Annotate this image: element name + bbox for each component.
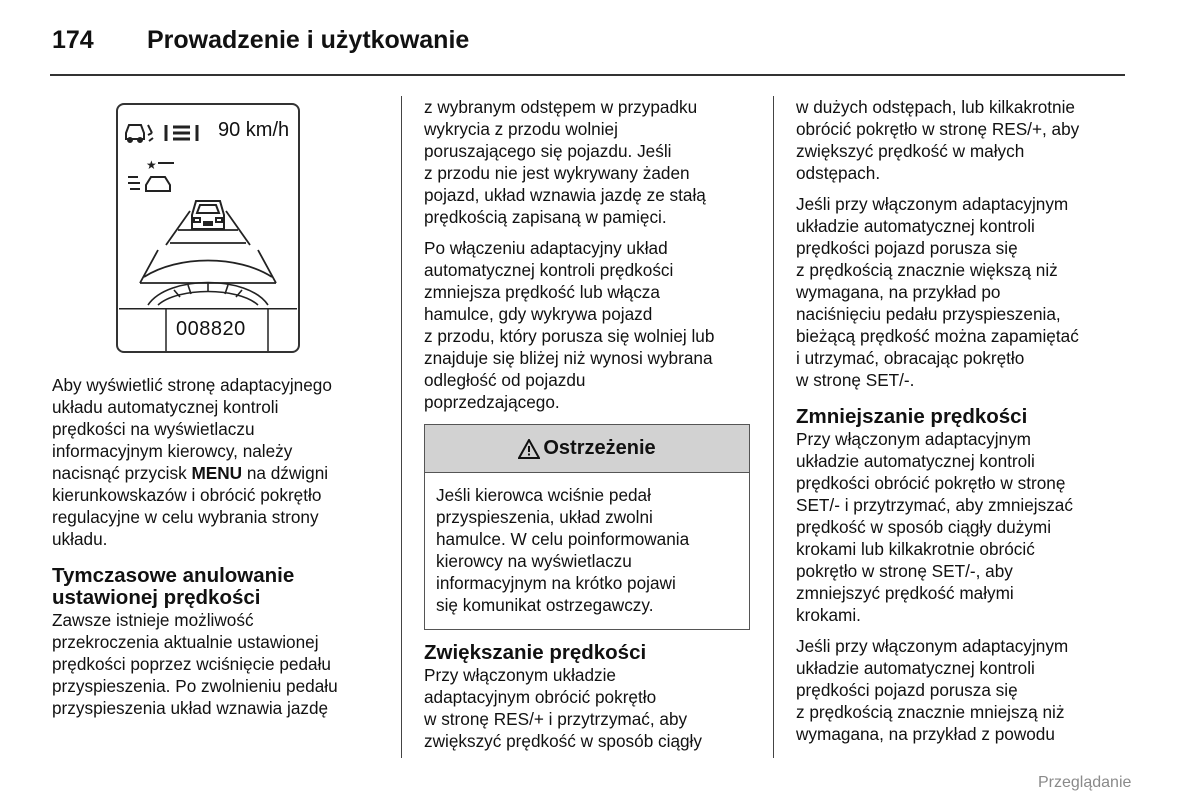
column-3 (796, 96, 1131, 745)
paragraph: Zawsze istnieje możliwość przekroczenia aktualnie ustawionej prędkości poprzez wciśnięcie pedału przyspieszenia. Po zwolnieniu pedału przyspieszenia układ wznawia jazdę (52, 610, 338, 718)
page-title: Prowadzenie i użytkowanie (147, 26, 470, 54)
section-heading: Zwiększanie prędkości (424, 641, 647, 664)
driver-info-display-figure (116, 103, 300, 353)
svg-text:★: ★ (146, 158, 157, 172)
column-divider (773, 96, 774, 758)
paragraph: z wybranym odstępem w przypadku wykrycia z przodu wolniej poruszającego się pojazdu. Jeśli z przodu nie jest wykrywany żaden pojazd, układ wznawia jazdę ze stałą prędkością zapisaną w pamięci. (424, 97, 706, 227)
column-2-lower (424, 642, 759, 752)
paragraph: Jeśli przy włączonym adaptacyjnym układzie automatycznej kontroli prędkości pojazd porusza się z prędkością znacznie mniejszą niż wymagana, na przykład z powodu (796, 636, 1069, 744)
paragraph: Aby wyświetlić stronę adaptacyjnego układu automatycznej kontroli prędkości na wyświetlaczu informacyjnym kierowcy, należy nacisnąć przycisk MENU na dźwigni kierunkowskazów i obrócić pokrętło regulacyjne w celu wybrania strony układu. (52, 375, 332, 549)
warning-header (425, 425, 749, 473)
section-heading: Zmniejszanie prędkości (796, 405, 1028, 428)
page-number: 174 (52, 26, 94, 54)
vehicle-detected-icon (128, 158, 174, 191)
paragraph: Przy włączonym układzie adaptacyjnym obrócić pokrętło w stronę RES/+ i przytrzymać, aby zwiększyć prędkość w sposób ciągły (424, 665, 702, 751)
odometer-separator (119, 308, 297, 310)
footer-label: Przeglądanie (1038, 774, 1132, 791)
warning-box (424, 424, 750, 630)
section-heading: Tymczasowe anulowanie ustawionej prędkości (52, 564, 295, 609)
set-speed-readout: 90 km/h (218, 119, 290, 141)
column-1 (52, 374, 387, 719)
odometer-readout: 008820 (176, 318, 246, 340)
warning-triangle-icon (518, 439, 540, 459)
menu-button-label: MENU (191, 463, 243, 483)
paragraph: Po włączeniu adaptacyjny układ automatycznej kontroli prędkości zmniejsza prędkość lub włącza hamulce, gdy wykrywa pojazd z przodu, który porusza się wolniej lub znajduje się bliżej niż wynosi wybrana odległość od pojazdu poprzedzającego. (424, 238, 715, 412)
car-ahead-icon (192, 201, 224, 229)
speedometer-arc (148, 283, 268, 306)
distance-bars-icon (166, 125, 197, 141)
paragraph: Przy włączonym adaptacyjnym układzie automatycznej kontroli prędkości obrócić pokrętło w stronę SET/- i przytrzymać, aby zmniejszać prędkość w sposób ciągły dużymi krokami lub kilkakrotnie obrócić pokrętło w stronę SET/-, aby zmniejszyć prędkość małymi krokami. (796, 429, 1073, 625)
acc-car-icon (126, 125, 153, 142)
column-divider (401, 96, 402, 758)
column-2 (424, 96, 759, 413)
paragraph: Jeśli przy włączonym adaptacyjnym układzie automatycznej kontroli prędkości pojazd porusza się z prędkością znacznie większą niż wymagana, na przykład po naciśnięciu pedału przyspieszenia, bieżącą prędkość można zapamiętać i utrzymać, obracając pokrętło w stronę SET/-. (796, 194, 1079, 390)
warning-text: Jeśli kierowca wciśnie pedał przyspieszenia, układ zwolni hamulce. W celu poinformowania kierowcy na wyświetlaczu informacyjnym na krótko pojawi się komunikat ostrzegawczy. (436, 485, 690, 615)
paragraph: w dużych odstępach, lub kilkakrotnie obrócić pokrętło w stronę RES/+, aby zwiększyć prędkość w małych odstępach. (796, 97, 1080, 183)
warning-title: Ostrzeżenie (543, 437, 656, 459)
header-rule (50, 74, 1125, 76)
